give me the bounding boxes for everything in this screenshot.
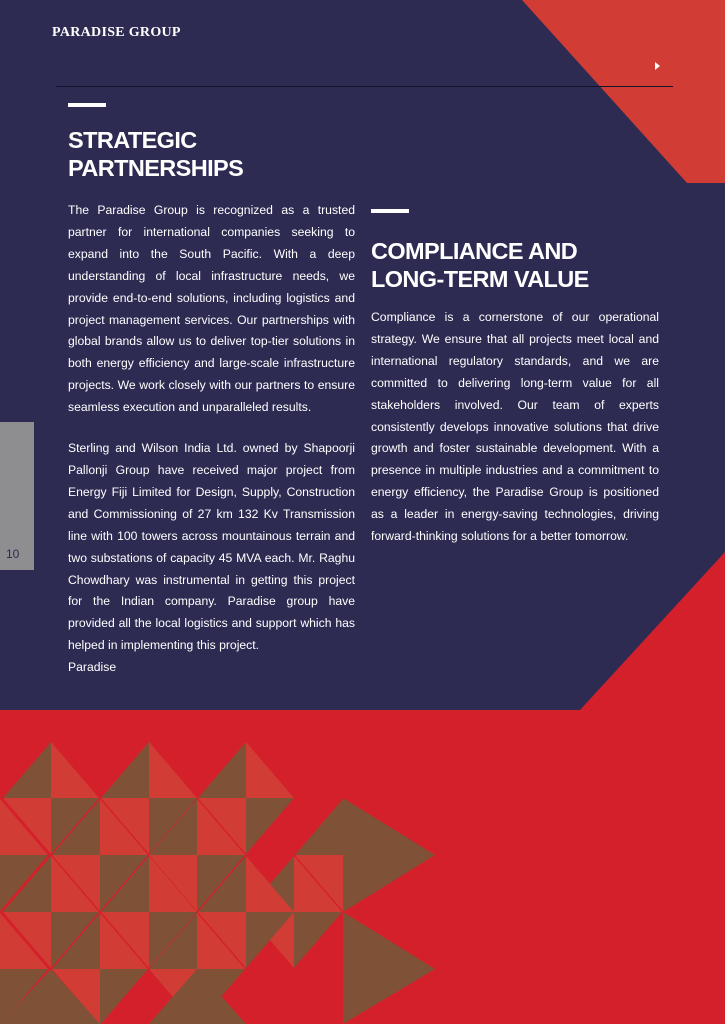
left-heading — [68, 126, 368, 182]
header-rule — [56, 86, 673, 87]
right-heading — [371, 237, 691, 293]
right-column-body — [371, 307, 659, 548]
right-heading-accent — [371, 209, 409, 213]
coral-corner-shape — [522, 0, 725, 183]
play-arrow-icon — [655, 62, 660, 70]
brand-name: PARADISE GROUP — [52, 25, 181, 40]
left-heading-line1: STRATEGIC — [68, 127, 197, 153]
partnership-paragraph: The Paradise Group is recognized as a trusted partner for international companies seeking to expand into the South Pacific. With a deep understanding of local infrastructure needs, we provide end-to-end solutions, including logistics and project management services. Our partnerships with global brands allow us to deliver top-tier solutions in both energy efficiency and large-scale infrastructure projects. We work closely with our partners to ensure seamless execution and unparalleled results. — [68, 203, 355, 415]
left-heading-accent — [68, 103, 106, 107]
project-paragraph: Sterling and Wilson India Ltd. owned by Shapoorji Pallonji Group have received major project from Energy Fiji Limited for Design, Supply, Construction and Commissioning of 27 km 132 Kv Transmission line with 100 towers across mountainous terrain and two substations of capacity 45 MVA each. Mr. Raghu Chowdhary was instrumental in getting this project for the Indian company. Paradise group have provided all the local logistics and support which has helped in implementing this project. — [68, 441, 355, 653]
right-heading-line2: LONG-TERM VALUE — [371, 266, 589, 292]
trailing-text: Paradise — [68, 660, 117, 675]
right-heading-line1: COMPLIANCE AND — [371, 238, 578, 264]
left-column-body — [68, 200, 355, 679]
compliance-paragraph: Compliance is a cornerstone of our operational strategy. We ensure that all projects meet local and international regulatory standards, and we are committed to delivering long-term value for all stakeholders involved. Our team of experts consistently develops innovative solutions that drive growth and foster sustainable development. With a presence in multiple industries and a commitment to energy efficiency, the Paradise Group is positioned as a leader in energy-saving technologies, driving forward-thinking solutions for a better tomorrow. — [371, 310, 659, 544]
page-number: 10 — [6, 547, 20, 561]
left-heading-line2: PARTNERSHIPS — [68, 155, 244, 181]
